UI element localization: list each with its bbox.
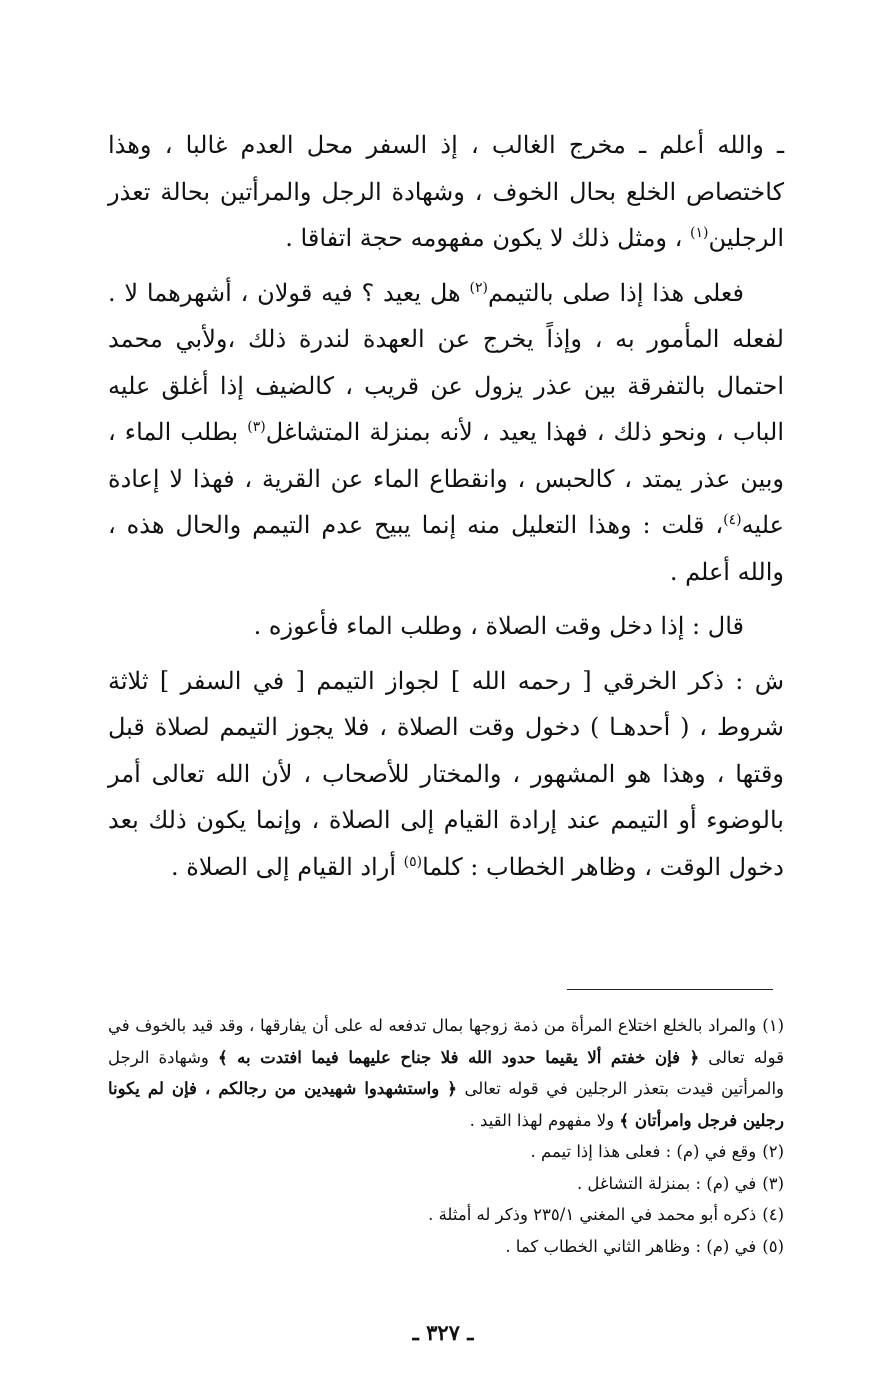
footnote: [108, 1168, 784, 1200]
footnotes: [108, 1010, 784, 1262]
text-run: فعلى هذا إذا صلى بالتيمم: [487, 278, 744, 307]
footnote-marker: (٥): [403, 853, 423, 870]
footnote: [108, 1010, 784, 1136]
quran-quote: ﴿ فإن خفتم ألا يقيما حدود الله فلا جناح عليهما فيما افتدت به ﴾: [217, 1047, 700, 1067]
text-run: ، ومثل ذلك لا يكون مفهومه حجة اتفاقا .: [285, 224, 691, 252]
footnote-marker: (١): [690, 225, 709, 241]
footnote-number: (٥): [762, 1236, 784, 1256]
footnote-number: (٢): [762, 1142, 784, 1161]
footnote-marker: (٢): [469, 279, 488, 296]
text-run: هل يعيد ؟ فيه قولان ، أشهرهما لا . لفعله المأمور به ، وإذاً يخرج عن العهدة لندرة ذلك ،ولأبي محمد احتمال بالتفرقة بين عذر يزول عن قريب ، كالضيف إذا أغلق عليه الباب ، ونحو ذلك ، فهذا يعيد ، لأنه بمنزلة المتشاغل: [108, 278, 784, 446]
footnote: [108, 1199, 784, 1231]
text-run: ش : ذكر الخرقي [ رحمه الله ] لجواز التيمم [ في السفر ] ثلاثة شروط ، ( أحدهـا ) دخول وقت الصلاة ، فلا يجوز التيمم لصلاة قبل وقتها ، وهذا هو المشهور ، والمختار للأصحاب ، لأن الله تعالى أمر بالوضوء أو التيمم عند إرادة القيام إلى الصلاة ، وإنما يكون ذلك بعد دخول الوقت ، وظاهر الخطاب : كلما: [108, 666, 784, 881]
text-run: وشهادة الرجل والمرأتين قيدت بتعذر الرجلين في قوله تعالى: [108, 1047, 784, 1098]
text-run: وقع في (م) : فعلى هذا إذا تيمم .: [530, 1142, 757, 1161]
page-number: ـ ٣٢٧ ـ: [412, 1320, 474, 1345]
paragraph: [108, 603, 784, 650]
paragraph: [108, 658, 784, 891]
text-run: والمراد بالخلع اختلاع المرأة من ذمة زوجها بمال تدفعه له على أن يفارقها ، وقد قيد بالخوف في قوله تعالى: [108, 1016, 784, 1067]
text-run: ، قلت : وهذا التعليل منه إنما يبيح عدم التيمم والحال هذه ، والله أعلم .: [108, 511, 784, 586]
footnote-marker: (٣): [247, 419, 266, 435]
main-text: [108, 122, 784, 898]
text-run: ـ والله أعلم ـ مخرج الغالب ، إذ السفر محل العدم غالبا ، وهذا كاختصاص الخلع بحال الخوف ، وشهادة الرجل والمرأتين بحالة تعذر الرجلين: [108, 131, 784, 252]
footnote-separator: [567, 989, 773, 990]
paragraph: [108, 270, 784, 596]
footnote-number: (٣): [762, 1173, 784, 1193]
text-run: بطلب الماء ، وبين عذر يمتد ، كالحبس ، وانقطاع الماء عن القرية ، فهذا لا إعادة عليه: [108, 418, 784, 539]
text-run: أراد القيام إلى الصلاة .: [171, 852, 404, 881]
footnote: [108, 1136, 784, 1168]
footnote: [108, 1231, 784, 1263]
footnote-number: (١): [762, 1016, 784, 1035]
text-run: في (م) : بمنزلة التشاغل .: [576, 1173, 757, 1193]
text-run: في (م) : وظاهر الثاني الخطاب كما .: [505, 1236, 757, 1256]
text-run: ولا مفهوم لهذا القيد .: [469, 1110, 620, 1130]
text-run: قال : إذا دخل وقت الصلاة ، وطلب الماء فأعوزه .: [253, 612, 744, 640]
quran-quote: ﴿ واستشهدوا شهيدين من رجالكم ، فإن لم يكونا رجلين فرجل وامرأتان ﴾: [108, 1079, 784, 1130]
footnote-marker: (٤): [723, 512, 742, 528]
footnote-number: (٤): [762, 1205, 784, 1224]
text-run: ذكره أبو محمد في المغني ٢٣٥/١ وذكر له أمثلة .: [428, 1205, 757, 1224]
paragraph: [108, 122, 784, 262]
